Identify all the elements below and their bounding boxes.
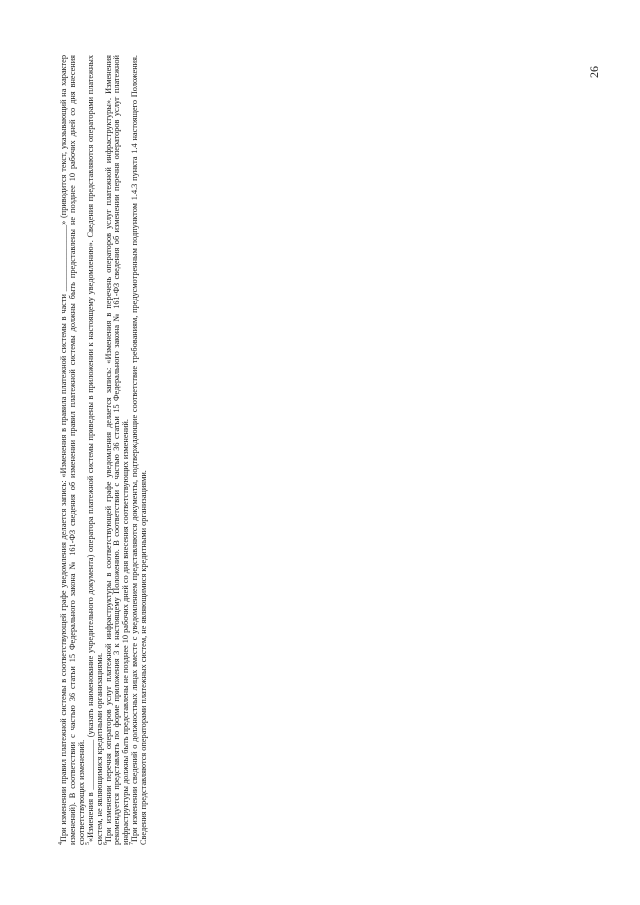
footnote-mark: 4 xyxy=(58,842,65,845)
footnote-6 xyxy=(102,55,132,845)
footnote-mark: 7 xyxy=(129,842,136,845)
footnote-text: При изменении перечня операторов услуг платежной инфраструктуры в соответствующей графе уведомления делается запись: «Изменения в перечень операторов услуг платежной инфраструктуры». Изменения рекомендуется представлять по форме приложения 3 к настоящему Положению. В соответствии с частью 36 статьи 15 Федерального закона № 161-ФЗ сведения об изменении перечня операторов услуг платежной инфраструктуры должны быть представлены не позднее 10 рабочих дней со дня внесения соответствующих изменений. xyxy=(103,55,131,845)
footnote-mark: 5 xyxy=(84,842,91,845)
page-number: 26 xyxy=(587,66,601,78)
footnote-text: «Изменения в ____________ (указать наименование учредительного документа) оператора платежной системы приведены в приложении к настоящему уведомлению». Сведения представляются операторами платежных систем, не являющимися кредитными организациями. xyxy=(85,55,104,845)
footnote-5 xyxy=(84,55,105,845)
footnote-text: При изменении сведений о должностных лицах вместе с уведомлением представляются документы, подтверждающие соответствие требованиям, предусмотренным подпунктом 1.4.3 пункта 1.4 настоящего Положения. Сведения представляются операторами платежных систем, не являющимися кредитными организациями. xyxy=(130,55,149,845)
footnote-7 xyxy=(131,55,149,845)
footnote-text: При изменении правил платежной системы в соответствующей графе уведомления делается запись: «Изменения в правила платежной системы в части ________________» (приводится текст, указывающий на характер изменений). В соответствии с частью 36 статьи 15 Федерального закона № 161-ФЗ сведения об изменении правил платежной системы должны быть представлены не позднее 10 рабочих дней со дня внесения соответствующих изменений. xyxy=(59,55,86,845)
footnote-mark: 6 xyxy=(102,842,109,845)
footnotes-block xyxy=(60,55,149,845)
footnote-4 xyxy=(60,55,87,845)
